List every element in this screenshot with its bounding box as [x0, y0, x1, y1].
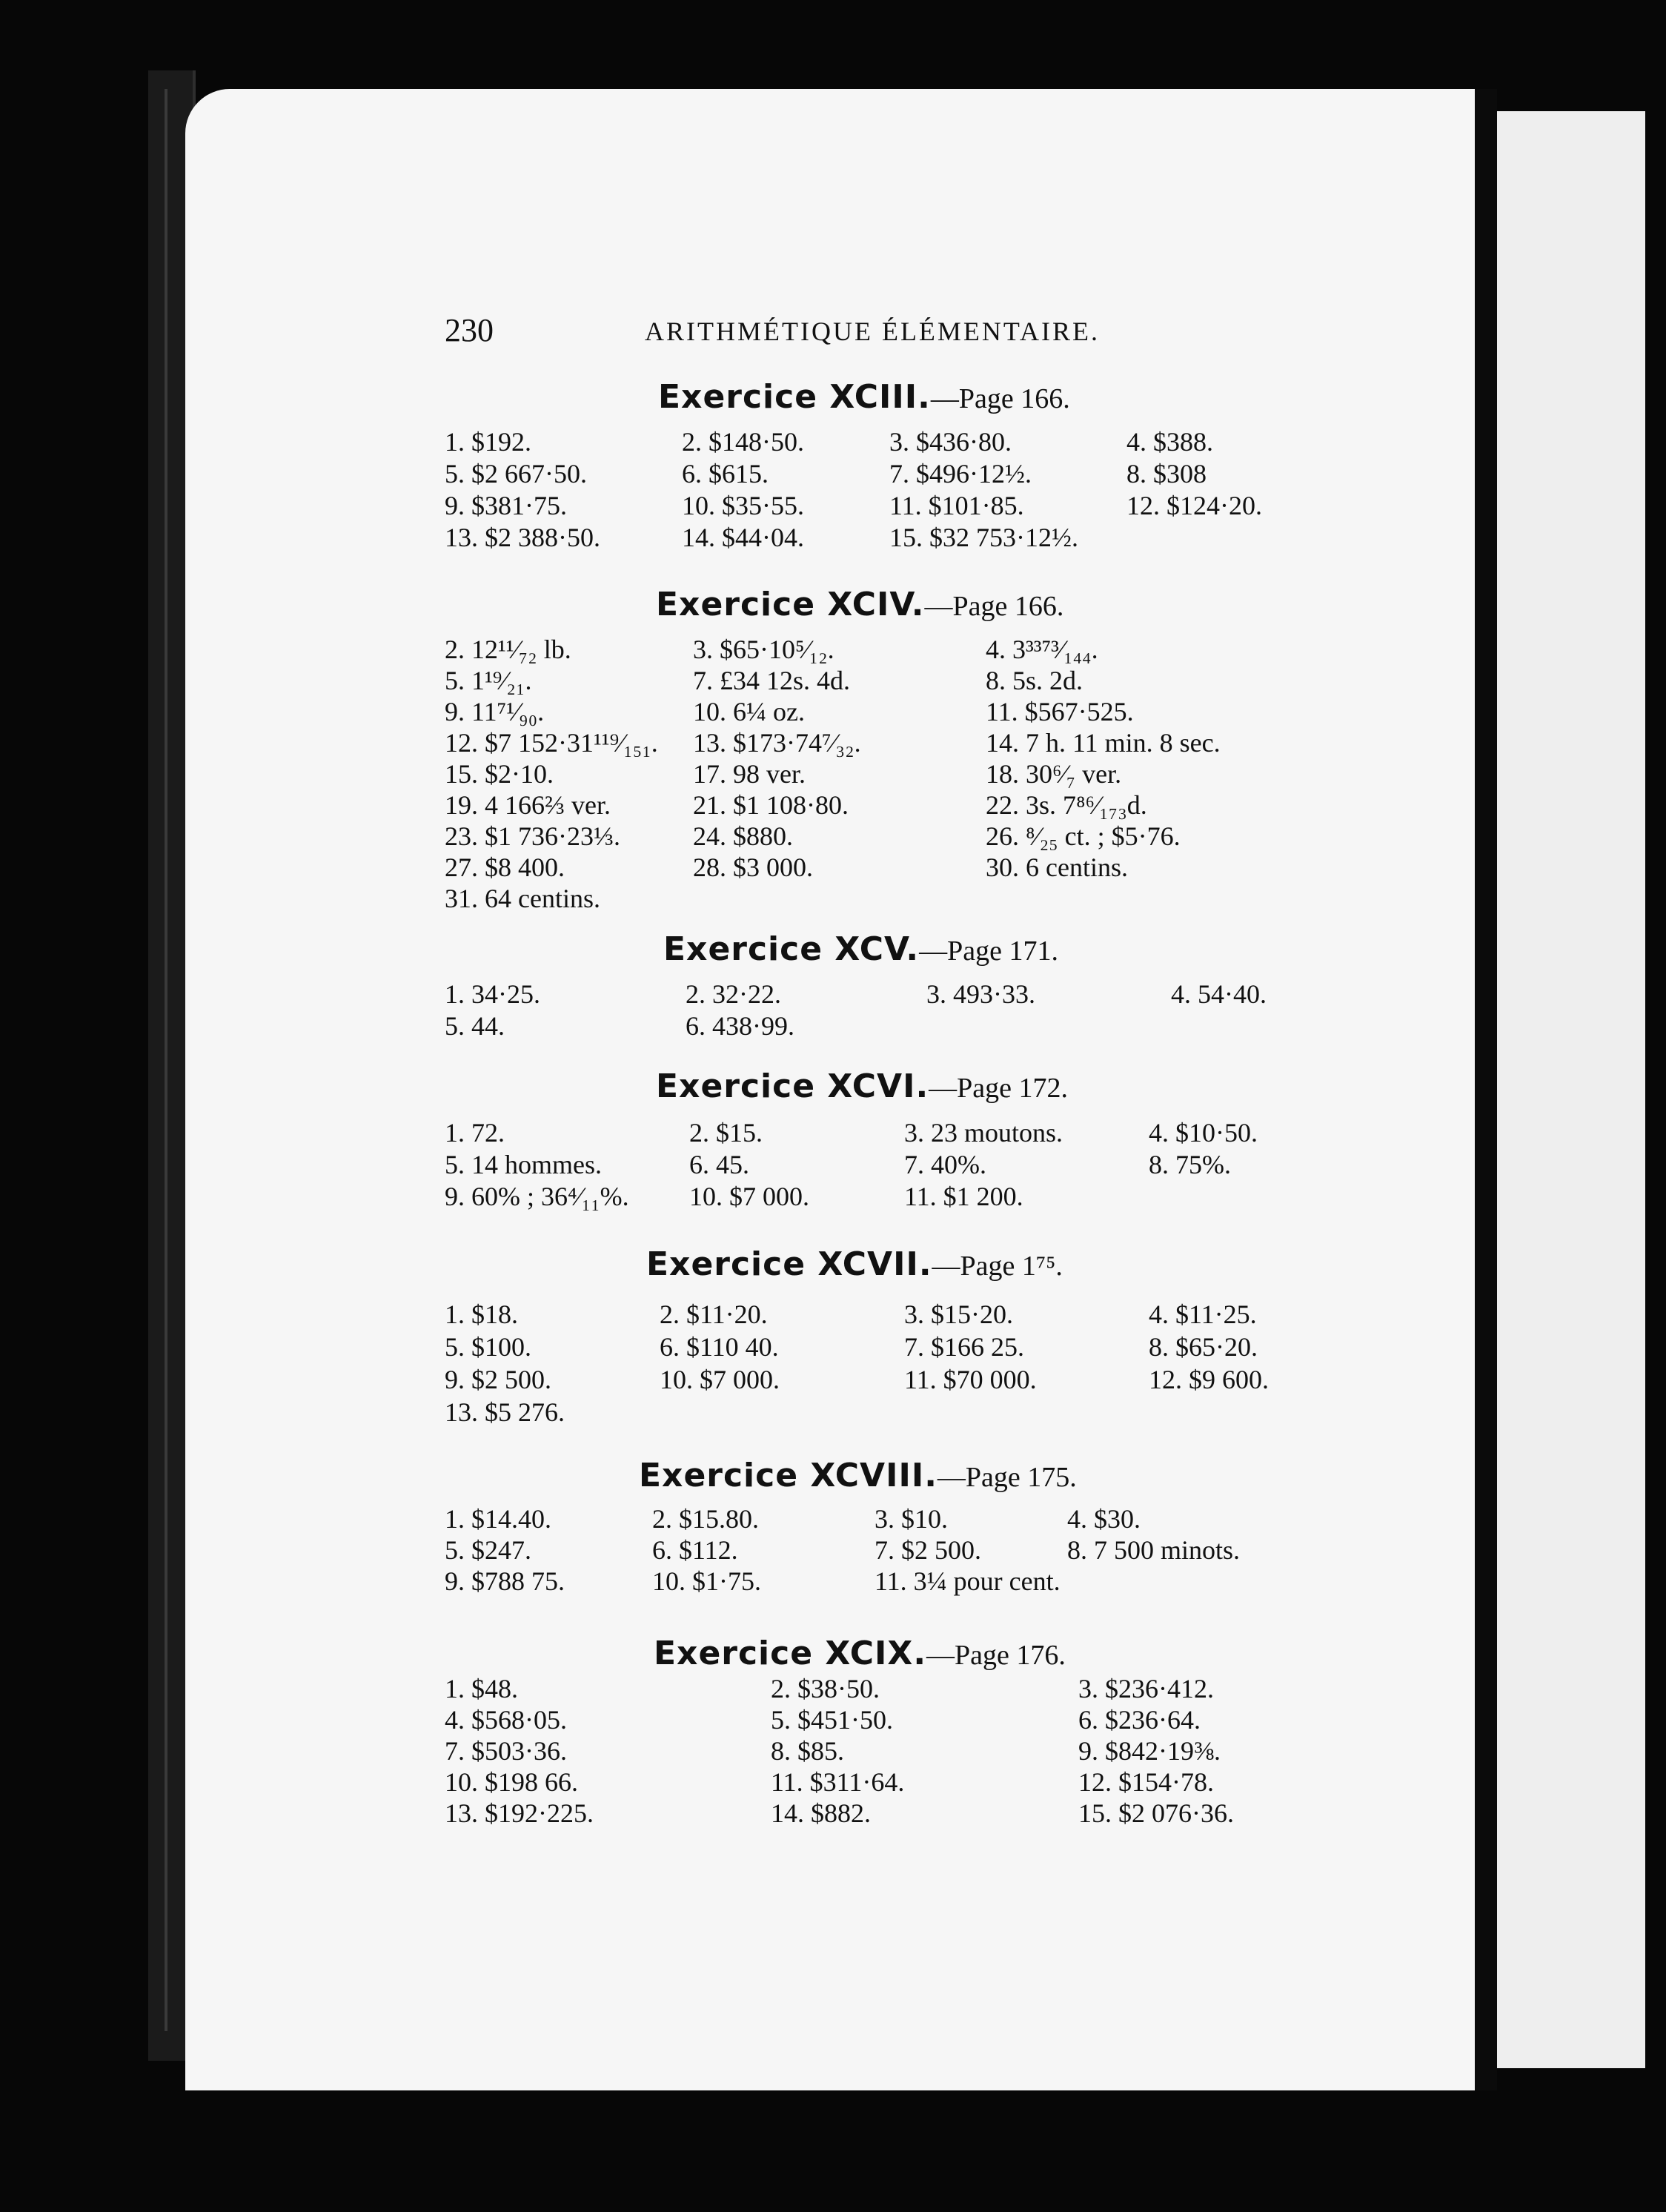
answer-item: 5. 44.: [445, 1011, 505, 1041]
exercise-title: [639, 1457, 1077, 1494]
answer-item: 13. $192·225.: [445, 1798, 594, 1828]
answer-item: 6. $615.: [682, 459, 769, 489]
answer-item: 26. ⁸⁄₂₅ ct. ; $5·76.: [986, 821, 1181, 851]
answer-item: 11. $1 200.: [904, 1182, 1023, 1211]
answer-item: 6. $236·64.: [1078, 1705, 1201, 1735]
exercise-name: Exercice XCIV.: [656, 586, 925, 623]
exercise-page-ref: —Page 176.: [926, 1640, 1066, 1671]
answer-item: 4. $388.: [1126, 427, 1213, 457]
exercise-page-ref: —Page 1⁷⁵.: [932, 1251, 1063, 1282]
answer-item: 6. $110 40.: [660, 1332, 779, 1362]
exercise-name: Exercice XCIX.: [654, 1635, 927, 1672]
answer-item: 3. $436·80.: [889, 427, 1012, 457]
answer-item: 2. $148·50.: [682, 427, 804, 457]
answer-item: 8. $308: [1126, 459, 1207, 489]
exercise-name: Exercice XCVI.: [656, 1067, 929, 1105]
answer-item: 1. $14.40.: [445, 1504, 551, 1534]
answer-item: 14. $44·04.: [682, 523, 804, 552]
exercise-name: Exercice XCV.: [663, 930, 920, 968]
answer-item: 10. $198 66.: [445, 1767, 578, 1797]
answer-item: 4. 3³³⁷³⁄₁₄₄.: [986, 635, 1098, 664]
answer-item: 27. $8 400.: [445, 852, 565, 882]
answer-item: 5. 14 hommes.: [445, 1150, 602, 1179]
answer-item: 23. $1 736·23⅓.: [445, 821, 620, 851]
exercise-page-ref: —Page 172.: [929, 1073, 1069, 1104]
answer-item: 18. 30⁶⁄₇ ver.: [986, 759, 1122, 789]
exercise-title: [658, 378, 1070, 416]
answer-item: 22. 3s. 7⁸⁶⁄₁₇₃d.: [986, 790, 1147, 820]
answer-item: 31. 64 centins.: [445, 884, 600, 913]
answer-item: 1. 72.: [445, 1118, 505, 1148]
facing-page-edge: [1497, 111, 1645, 2068]
page-number: 230: [445, 312, 494, 348]
exercise-title: [646, 1245, 1063, 1283]
exercise-title: [656, 1067, 1068, 1105]
answer-item: 8. $65·20.: [1149, 1332, 1258, 1362]
answer-item: 15. $2·10.: [445, 759, 554, 789]
answer-item: 1. $18.: [445, 1299, 518, 1329]
answer-item: 13. $2 388·50.: [445, 523, 600, 552]
answer-item: 21. $1 108·80.: [693, 790, 849, 820]
answer-item: 9. 11⁷¹⁄₉₀.: [445, 697, 545, 726]
answer-item: 11. $101·85.: [889, 491, 1024, 520]
answer-item: 14. 7 h. 11 min. 8 sec.: [986, 728, 1221, 758]
answer-item: 11. 3¼ pour cent.: [875, 1566, 1061, 1596]
answer-item: 3. $236·412.: [1078, 1674, 1214, 1703]
page-header: [445, 311, 1482, 348]
answer-item: 2. $11·20.: [660, 1299, 768, 1329]
answer-item: 9. $2 500.: [445, 1365, 551, 1394]
answer-item: 1. $48.: [445, 1674, 518, 1703]
page-gutter: [1475, 89, 1497, 2090]
answer-item: 13. $173·74⁷⁄₃₂.: [693, 728, 861, 758]
answer-item: 5. $100.: [445, 1332, 531, 1362]
answer-item: 30. 6 centins.: [986, 852, 1128, 882]
answer-item: 9. 60% ; 36⁴⁄₁₁%.: [445, 1182, 629, 1211]
answer-item: 2. $15.80.: [652, 1504, 759, 1534]
answer-item: 17. 98 ver.: [693, 759, 806, 789]
answer-item: 9. $381·75.: [445, 491, 567, 520]
answer-item: 12. $154·78.: [1078, 1767, 1214, 1797]
exercise-name: Exercice XCVII.: [646, 1245, 932, 1283]
answer-item: 7. $166 25.: [904, 1332, 1024, 1362]
answer-item: 4. $10·50.: [1149, 1118, 1258, 1148]
answer-item: 6. $112.: [652, 1535, 738, 1565]
answer-item: 13. $5 276.: [445, 1397, 565, 1427]
answer-item: 15. $32 753·12½.: [889, 523, 1078, 552]
answer-item: 4. $11·25.: [1149, 1299, 1257, 1329]
answer-item: 5. 1¹⁹⁄₂₁.: [445, 666, 532, 695]
answer-item: 5. $247.: [445, 1535, 531, 1565]
spine-line: [165, 89, 167, 2031]
answer-item: 2. $15.: [689, 1118, 763, 1148]
exercise-name: Exercice XCIII.: [658, 378, 931, 416]
answer-item: 5. $2 667·50.: [445, 459, 587, 489]
answer-item: 9. $842·19⅜.: [1078, 1736, 1221, 1766]
answer-item: 19. 4 166⅔ ver.: [445, 790, 611, 820]
answer-item: 2. 12¹¹⁄₇₂ lb.: [445, 635, 571, 664]
answer-item: 28. $3 000.: [693, 852, 813, 882]
exercise-title: [654, 1635, 1066, 1672]
answer-item: 4. 54·40.: [1171, 979, 1267, 1009]
answer-item: 11. $567·525.: [986, 697, 1134, 726]
answer-item: 4. $30.: [1067, 1504, 1141, 1534]
answer-item: 8. 75%.: [1149, 1150, 1231, 1179]
answer-item: 10. $7 000.: [689, 1182, 809, 1211]
answer-item: 5. $451·50.: [771, 1705, 893, 1735]
exercise-name: Exercice XCVIII.: [639, 1457, 937, 1494]
exercise-page-ref: —Page 175.: [937, 1462, 1077, 1493]
answer-item: 9. $788 75.: [445, 1566, 565, 1596]
answer-item: 12. $7 152·31¹¹⁹⁄₁₅₁.: [445, 728, 658, 758]
answer-item: 6. 45.: [689, 1150, 749, 1179]
answer-item: 7. $503·36.: [445, 1736, 567, 1766]
exercise-title: [656, 586, 1063, 623]
answer-item: 10. $1·75.: [652, 1566, 761, 1596]
running-title: ARITHMÉTIQUE ÉLÉMENTAIRE.: [645, 317, 1101, 346]
answer-item: 2. 32·22.: [686, 979, 781, 1009]
answer-item: 8. 7 500 minots.: [1067, 1535, 1241, 1565]
answer-item: 3. $10.: [875, 1504, 948, 1534]
answer-item: 8. 5s. 2d.: [986, 666, 1083, 695]
answer-item: 7. £34 12s. 4d.: [693, 666, 851, 695]
answer-item: 7. $496·12½.: [889, 459, 1032, 489]
answer-item: 3. $65·10⁵⁄₁₂.: [693, 635, 834, 664]
answer-item: 7. 40%.: [904, 1150, 986, 1179]
exercise-page-ref: —Page 166.: [930, 383, 1070, 414]
answer-item: 24. $880.: [693, 821, 793, 851]
answer-item: 8. $85.: [771, 1736, 844, 1766]
answer-item: 10. $7 000.: [660, 1365, 780, 1394]
answer-item: 10. $35·55.: [682, 491, 804, 520]
answer-item: 1. 34·25.: [445, 979, 540, 1009]
exercise-title: [663, 930, 1058, 968]
answer-item: 12. $9 600.: [1149, 1365, 1269, 1394]
answer-item: 7. $2 500.: [875, 1535, 981, 1565]
answer-item: 14. $882.: [771, 1798, 871, 1828]
answer-item: 2. $38·50.: [771, 1674, 880, 1703]
answer-item: 10. 6¼ oz.: [693, 697, 805, 726]
answer-item: 3. 23 moutons.: [904, 1118, 1063, 1148]
exercise-page-ref: —Page 166.: [924, 591, 1064, 622]
answer-item: 1. $192.: [445, 427, 531, 457]
answer-item: 15. $2 076·36.: [1078, 1798, 1234, 1828]
answer-item: 4. $568·05.: [445, 1705, 567, 1735]
exercise-page-ref: —Page 171.: [919, 936, 1059, 967]
answer-item: 11. $311·64.: [771, 1767, 905, 1797]
answer-item: 6. 438·99.: [686, 1011, 794, 1041]
answer-item: 3. $15·20.: [904, 1299, 1013, 1329]
answer-item: 12. $124·20.: [1126, 491, 1262, 520]
answer-item: 3. 493·33.: [926, 979, 1035, 1009]
answer-item: 11. $70 000.: [904, 1365, 1037, 1394]
